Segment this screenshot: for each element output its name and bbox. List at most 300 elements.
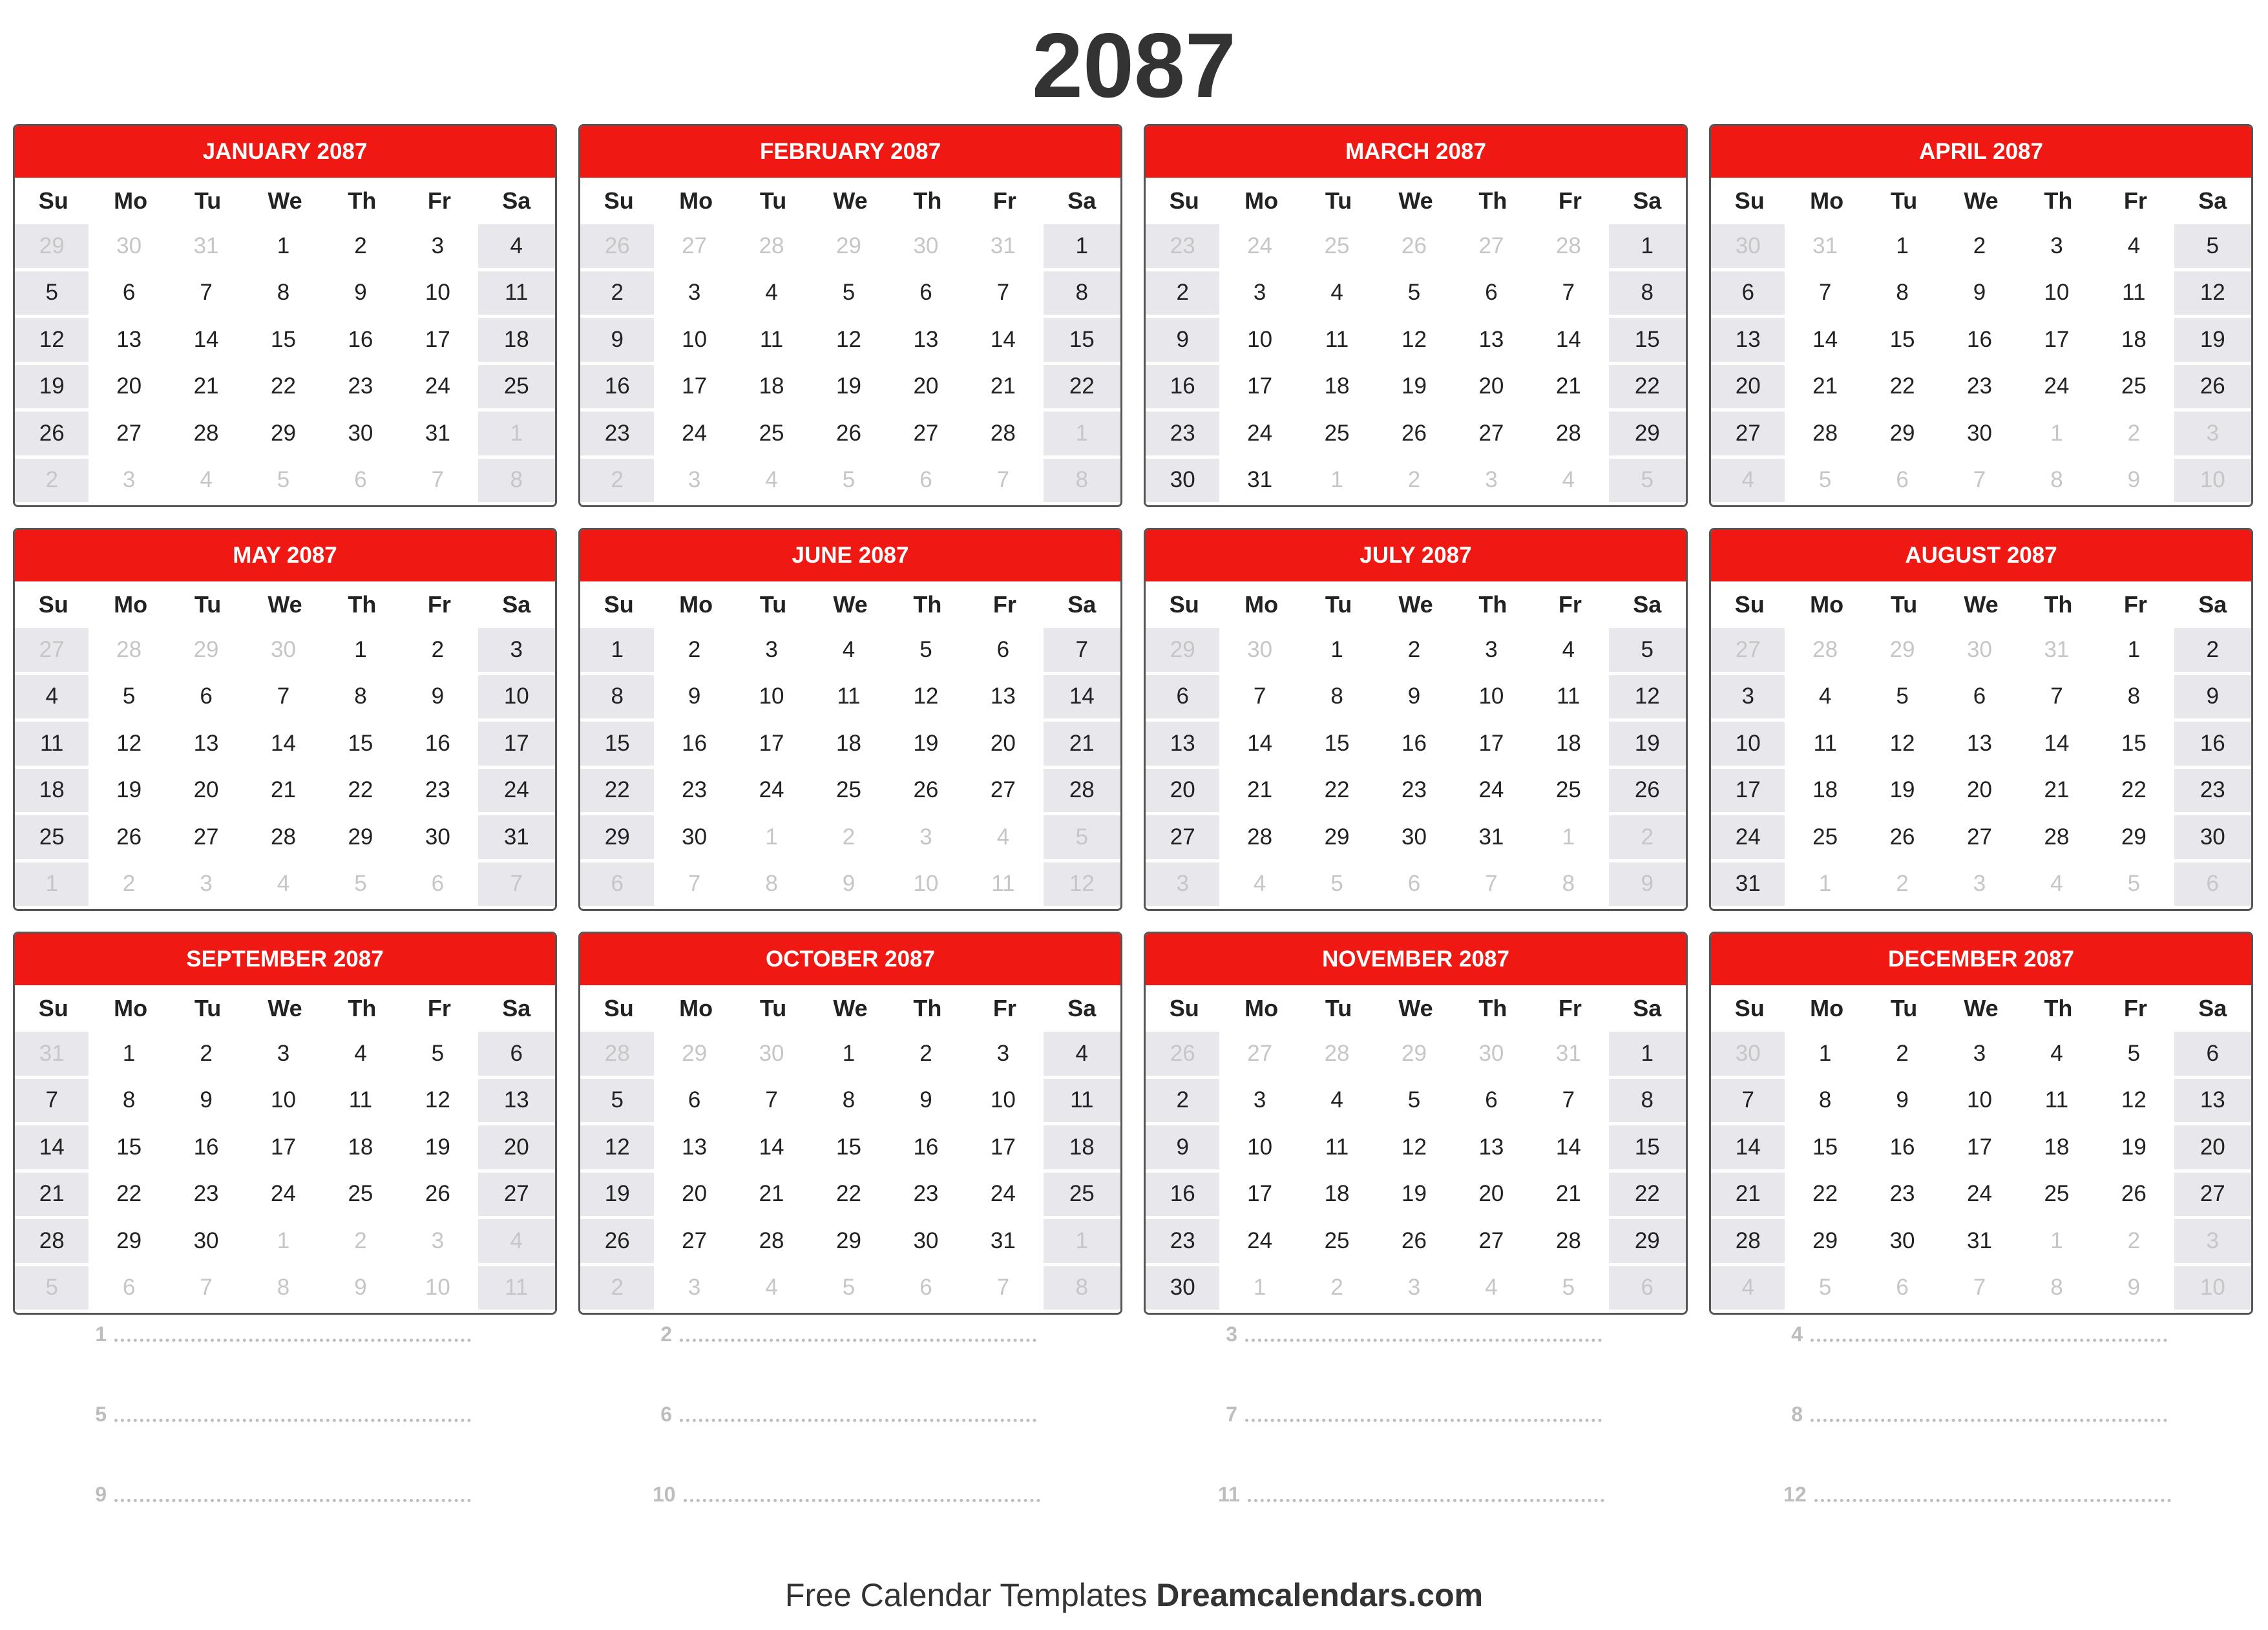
weekday-label: Th (2044, 591, 2073, 618)
day-cell: 28 (1300, 1032, 1377, 1079)
day-cell: 5 (1865, 675, 1942, 722)
day-cell: 3 (2174, 1219, 2251, 1266)
month-header: FEBRUARY 2087 (580, 126, 1120, 178)
day-cell: 4 (1711, 1266, 1788, 1313)
day-cell: 2 (324, 224, 401, 271)
day-cell: 25 (1531, 769, 1608, 816)
day-cell: 6 (1146, 675, 1223, 722)
day-cell: 8 (92, 1079, 169, 1126)
day-cell: 14 (2020, 722, 2097, 769)
day-cell: 21 (1223, 769, 1299, 816)
day-cell: 6 (1609, 1266, 1686, 1313)
day-cell: 9 (2097, 1266, 2174, 1313)
day-cell: 16 (1942, 318, 2019, 365)
day-cell: 31 (1711, 862, 1788, 910)
day-cell: 6 (169, 675, 246, 722)
day-cell: 18 (2097, 318, 2174, 365)
day-cell: 19 (1377, 1173, 1454, 1220)
day-cell: 10 (1223, 318, 1299, 365)
footer-prefix: Free Calendar Templates (784, 1577, 1157, 1613)
day-cell: 1 (2020, 412, 2097, 459)
day-grid (580, 224, 1120, 505)
weekday-label: We (268, 591, 302, 618)
day-cell: 19 (1609, 722, 1686, 769)
day-cell: 28 (1711, 1219, 1788, 1266)
day-cell: 6 (889, 459, 966, 506)
day-cell: 15 (324, 722, 401, 769)
day-cell: 8 (735, 862, 812, 910)
weekday-label: Mo (1244, 187, 1279, 214)
dotted-line (1248, 1499, 1604, 1502)
note-number: 10 (653, 1482, 676, 1506)
day-cell: 21 (735, 1173, 812, 1220)
day-cell: 30 (889, 224, 966, 271)
day-cell: 24 (735, 769, 812, 816)
day-cell: 12 (1865, 722, 1942, 769)
day-cell: 5 (2097, 1032, 2174, 1079)
day-cell: 28 (735, 1219, 812, 1266)
day-cell: 30 (1942, 412, 2019, 459)
weekday-row (1146, 178, 1686, 224)
month-card (13, 528, 557, 911)
day-cell: 1 (1044, 224, 1120, 271)
weekday-label: Sa (2198, 995, 2227, 1021)
weekday-label: We (833, 187, 868, 214)
day-cell: 18 (1300, 365, 1377, 412)
day-cell: 24 (1942, 1173, 2019, 1220)
weekday-label: Tu (759, 591, 787, 618)
day-cell: 18 (2020, 1125, 2097, 1173)
day-cell: 31 (169, 224, 246, 271)
day-cell: 27 (92, 412, 169, 459)
day-cell: 20 (2174, 1125, 2251, 1173)
weekday-row (580, 178, 1120, 224)
day-cell: 28 (15, 1219, 92, 1266)
day-cell: 6 (92, 271, 169, 319)
day-cell: 28 (1223, 815, 1299, 862)
day-cell: 6 (401, 862, 478, 910)
day-cell: 31 (1223, 459, 1299, 506)
day-cell: 25 (2020, 1173, 2097, 1220)
day-cell: 7 (169, 1266, 246, 1313)
day-cell: 7 (966, 459, 1043, 506)
weekday-label: Th (1478, 995, 1507, 1021)
weekday-label: We (833, 995, 868, 1021)
day-cell: 30 (1711, 1032, 1788, 1079)
day-cell: 15 (1788, 1125, 1865, 1173)
day-cell: 15 (1865, 318, 1942, 365)
day-cell: 26 (580, 224, 657, 271)
day-cell: 3 (1223, 1079, 1299, 1126)
day-cell: 23 (889, 1173, 966, 1220)
day-cell: 5 (92, 675, 169, 722)
day-cell: 29 (1609, 412, 1686, 459)
day-cell: 31 (1788, 224, 1865, 271)
day-cell: 13 (92, 318, 169, 365)
day-cell: 18 (478, 318, 555, 365)
day-cell: 4 (246, 862, 323, 910)
day-cell: 27 (2174, 1173, 2251, 1220)
day-cell: 5 (1788, 1266, 1865, 1313)
day-cell: 30 (657, 815, 734, 862)
day-cell: 2 (92, 862, 169, 910)
dotted-line (1245, 1339, 1602, 1342)
day-cell: 1 (1609, 224, 1686, 271)
day-cell: 9 (1609, 862, 1686, 910)
day-cell: 28 (1531, 1219, 1608, 1266)
note-line (1709, 1481, 2268, 1507)
month-header: JUNE 2087 (580, 530, 1120, 581)
day-cell: 9 (1146, 1125, 1223, 1173)
day-cell: 6 (478, 1032, 555, 1079)
day-cell: 29 (1146, 628, 1223, 675)
day-cell: 26 (1609, 769, 1686, 816)
day-cell: 1 (1300, 628, 1377, 675)
day-cell: 7 (169, 271, 246, 319)
day-cell: 23 (1377, 769, 1454, 816)
day-cell: 7 (1454, 862, 1531, 910)
day-cell: 17 (1711, 769, 1788, 816)
day-cell: 30 (889, 1219, 966, 1266)
day-cell: 29 (1300, 815, 1377, 862)
day-cell: 1 (1223, 1266, 1299, 1313)
day-cell: 4 (478, 224, 555, 271)
day-cell: 22 (1300, 769, 1377, 816)
day-cell: 12 (15, 318, 92, 365)
month-header: MARCH 2087 (1146, 126, 1686, 178)
day-cell: 31 (401, 412, 478, 459)
day-grid (580, 628, 1120, 909)
note-line (1709, 1401, 2268, 1427)
year-title: 2087 (1032, 14, 1236, 117)
day-cell: 29 (1609, 1219, 1686, 1266)
day-cell: 10 (1711, 722, 1788, 769)
day-cell: 4 (1711, 459, 1788, 506)
day-cell: 4 (1531, 628, 1608, 675)
day-cell: 19 (92, 769, 169, 816)
weekday-label: Th (1478, 187, 1507, 214)
weekday-label: Fr (992, 187, 1016, 214)
weekday-label: Sa (1633, 591, 1662, 618)
day-cell: 27 (1454, 1219, 1531, 1266)
day-cell: 16 (324, 318, 401, 365)
day-cell: 27 (1223, 1032, 1299, 1079)
day-cell: 7 (1788, 271, 1865, 319)
day-cell: 30 (1223, 628, 1299, 675)
day-cell: 9 (169, 1079, 246, 1126)
day-cell: 13 (478, 1079, 555, 1126)
weekday-label: Th (913, 591, 942, 618)
day-cell: 6 (1711, 271, 1788, 319)
day-cell: 29 (1865, 628, 1942, 675)
day-cell: 8 (1044, 459, 1120, 506)
day-grid (15, 224, 555, 505)
day-cell: 6 (657, 1079, 734, 1126)
day-cell: 19 (889, 722, 966, 769)
day-cell: 7 (1044, 628, 1120, 675)
day-cell: 15 (1300, 722, 1377, 769)
day-cell: 6 (2174, 862, 2251, 910)
day-cell: 27 (966, 769, 1043, 816)
day-cell: 22 (2097, 769, 2174, 816)
day-cell: 4 (735, 459, 812, 506)
day-cell: 25 (1300, 224, 1377, 271)
note-line (1144, 1481, 1709, 1507)
weekday-label: Su (38, 591, 68, 618)
day-cell: 29 (92, 1219, 169, 1266)
day-cell: 10 (657, 318, 734, 365)
weekday-label: Fr (2123, 591, 2147, 618)
day-cell: 19 (580, 1173, 657, 1220)
day-cell: 5 (1377, 1079, 1454, 1126)
day-cell: 8 (246, 271, 323, 319)
day-cell: 10 (401, 1266, 478, 1313)
day-cell: 23 (657, 769, 734, 816)
day-cell: 27 (657, 224, 734, 271)
day-cell: 12 (889, 675, 966, 722)
day-cell: 3 (966, 1032, 1043, 1079)
weekday-label: Tu (1325, 591, 1352, 618)
day-cell: 13 (1711, 318, 1788, 365)
day-cell: 10 (1454, 675, 1531, 722)
day-cell: 8 (324, 675, 401, 722)
weekday-label: Mo (679, 995, 713, 1021)
day-cell: 3 (1454, 628, 1531, 675)
weekday-label: Tu (759, 995, 787, 1021)
day-cell: 15 (1609, 318, 1686, 365)
day-cell: 2 (401, 628, 478, 675)
dotted-line (1811, 1419, 2167, 1422)
day-cell: 3 (92, 459, 169, 506)
day-grid (1146, 628, 1686, 909)
day-cell: 4 (169, 459, 246, 506)
day-cell: 2 (2097, 1219, 2174, 1266)
weekday-row (1711, 985, 2251, 1032)
day-cell: 16 (1146, 365, 1223, 412)
day-cell: 29 (1377, 1032, 1454, 1079)
day-cell: 12 (1377, 1125, 1454, 1173)
day-cell: 22 (1609, 365, 1686, 412)
day-cell: 28 (1531, 224, 1608, 271)
day-cell: 2 (1865, 862, 1942, 910)
day-cell: 5 (1300, 862, 1377, 910)
day-cell: 3 (478, 628, 555, 675)
day-cell: 17 (966, 1125, 1043, 1173)
day-cell: 21 (2020, 769, 2097, 816)
day-cell: 10 (1942, 1079, 2019, 1126)
weekday-label: We (1964, 995, 1999, 1021)
day-cell: 16 (2174, 722, 2251, 769)
weekday-label: Sa (502, 995, 531, 1021)
weekday-label: We (833, 591, 868, 618)
day-cell: 1 (812, 1032, 888, 1079)
note-line (578, 1321, 1144, 1347)
weekday-row (15, 985, 555, 1032)
note-number: 3 (1226, 1322, 1237, 1346)
day-cell: 31 (2020, 628, 2097, 675)
day-cell: 10 (735, 675, 812, 722)
day-cell: 9 (2097, 459, 2174, 506)
day-cell: 25 (478, 365, 555, 412)
day-cell: 28 (246, 815, 323, 862)
day-cell: 30 (1711, 224, 1788, 271)
day-cell: 4 (15, 675, 92, 722)
day-cell: 27 (1454, 412, 1531, 459)
day-cell: 3 (889, 815, 966, 862)
day-cell: 6 (1454, 271, 1531, 319)
weekday-label: Tu (194, 187, 222, 214)
day-cell: 3 (1942, 1032, 2019, 1079)
day-cell: 5 (812, 271, 888, 319)
day-cell: 23 (1865, 1173, 1942, 1220)
day-cell: 18 (1300, 1173, 1377, 1220)
weekday-label: Mo (679, 591, 713, 618)
weekday-label: Su (1169, 995, 1199, 1021)
day-cell: 28 (1788, 628, 1865, 675)
day-cell: 9 (812, 862, 888, 910)
day-cell: 16 (889, 1125, 966, 1173)
day-cell: 8 (812, 1079, 888, 1126)
day-cell: 5 (812, 459, 888, 506)
day-cell: 1 (246, 1219, 323, 1266)
day-cell: 7 (1531, 1079, 1608, 1126)
day-cell: 2 (1865, 1032, 1942, 1079)
weekday-label: Mo (679, 187, 713, 214)
dotted-line (680, 1339, 1036, 1342)
day-cell: 16 (1377, 722, 1454, 769)
weekday-row (580, 985, 1120, 1032)
weekday-label: Su (1734, 591, 1765, 618)
day-cell: 12 (1609, 675, 1686, 722)
month-header: SEPTEMBER 2087 (15, 934, 555, 985)
day-cell: 14 (966, 318, 1043, 365)
day-cell: 3 (169, 862, 246, 910)
day-cell: 13 (169, 722, 246, 769)
day-cell: 8 (1865, 271, 1942, 319)
day-cell: 2 (1146, 1079, 1223, 1126)
day-cell: 19 (2097, 1125, 2174, 1173)
weekday-label: Th (2044, 187, 2073, 214)
day-cell: 28 (735, 224, 812, 271)
day-cell: 21 (1531, 365, 1608, 412)
day-cell: 4 (2097, 224, 2174, 271)
day-cell: 14 (1788, 318, 1865, 365)
weekday-label: We (1398, 187, 1433, 214)
day-cell: 13 (1146, 722, 1223, 769)
day-cell: 29 (1865, 412, 1942, 459)
day-cell: 8 (1300, 675, 1377, 722)
day-cell: 4 (2020, 862, 2097, 910)
day-cell: 28 (1044, 769, 1120, 816)
note-number: 1 (95, 1322, 107, 1346)
day-cell: 5 (1531, 1266, 1608, 1313)
weekday-label: Su (604, 995, 634, 1021)
note-number: 12 (1783, 1482, 1807, 1506)
day-cell: 30 (169, 1219, 246, 1266)
day-cell: 17 (401, 318, 478, 365)
day-cell: 5 (889, 628, 966, 675)
weekday-label: Tu (194, 591, 222, 618)
day-cell: 24 (1454, 769, 1531, 816)
day-cell: 31 (966, 1219, 1043, 1266)
day-cell: 21 (1531, 1173, 1608, 1220)
month-card (1144, 124, 1688, 507)
day-cell: 5 (1788, 459, 1865, 506)
day-cell: 27 (478, 1173, 555, 1220)
day-cell: 1 (2020, 1219, 2097, 1266)
day-cell: 27 (657, 1219, 734, 1266)
day-cell: 11 (324, 1079, 401, 1126)
day-cell: 27 (1711, 412, 1788, 459)
day-cell: 8 (580, 675, 657, 722)
weekday-label: Fr (992, 995, 1016, 1021)
day-cell: 25 (1044, 1173, 1120, 1220)
weekday-label: Su (1734, 995, 1765, 1021)
day-cell: 9 (2174, 675, 2251, 722)
day-cell: 11 (478, 271, 555, 319)
day-cell: 2 (1377, 628, 1454, 675)
note-number: 2 (660, 1322, 672, 1346)
month-card (578, 124, 1122, 507)
note-number: 6 (660, 1402, 672, 1426)
day-cell: 23 (1146, 412, 1223, 459)
day-cell: 28 (2020, 815, 2097, 862)
day-cell: 5 (1609, 459, 1686, 506)
day-cell: 23 (324, 365, 401, 412)
weekday-label: Fr (427, 995, 451, 1021)
day-cell: 27 (169, 815, 246, 862)
weekday-label: Tu (1890, 591, 1918, 618)
weekday-label: Fr (1558, 591, 1582, 618)
day-cell: 31 (966, 224, 1043, 271)
day-cell: 8 (2097, 675, 2174, 722)
day-cell: 7 (657, 862, 734, 910)
weekday-label: We (1964, 187, 1999, 214)
day-cell: 16 (169, 1125, 246, 1173)
day-cell: 22 (246, 365, 323, 412)
month-header: JULY 2087 (1146, 530, 1686, 581)
day-grid (1711, 628, 2251, 909)
day-cell: 25 (2097, 365, 2174, 412)
day-cell: 13 (966, 675, 1043, 722)
day-cell: 1 (1531, 815, 1608, 862)
day-cell: 21 (15, 1173, 92, 1220)
day-cell: 31 (1942, 1219, 2019, 1266)
day-cell: 27 (1454, 224, 1531, 271)
day-cell: 15 (1044, 318, 1120, 365)
day-cell: 23 (401, 769, 478, 816)
day-cell: 5 (246, 459, 323, 506)
day-cell: 1 (1788, 1032, 1865, 1079)
day-cell: 24 (1223, 224, 1299, 271)
day-cell: 29 (2097, 815, 2174, 862)
day-cell: 10 (966, 1079, 1043, 1126)
day-cell: 5 (1044, 815, 1120, 862)
note-line (13, 1401, 578, 1427)
day-cell: 21 (246, 769, 323, 816)
month-header: MAY 2087 (15, 530, 555, 581)
day-cell: 30 (1146, 459, 1223, 506)
day-cell: 10 (246, 1079, 323, 1126)
day-cell: 15 (1609, 1125, 1686, 1173)
day-cell: 12 (812, 318, 888, 365)
footer-brand[interactable]: Dreamcalendars.com (1156, 1577, 1484, 1613)
day-cell: 2 (1146, 271, 1223, 319)
day-cell: 18 (735, 365, 812, 412)
weekday-label: Th (1478, 591, 1507, 618)
day-cell: 12 (92, 722, 169, 769)
day-grid (1711, 1032, 2251, 1313)
